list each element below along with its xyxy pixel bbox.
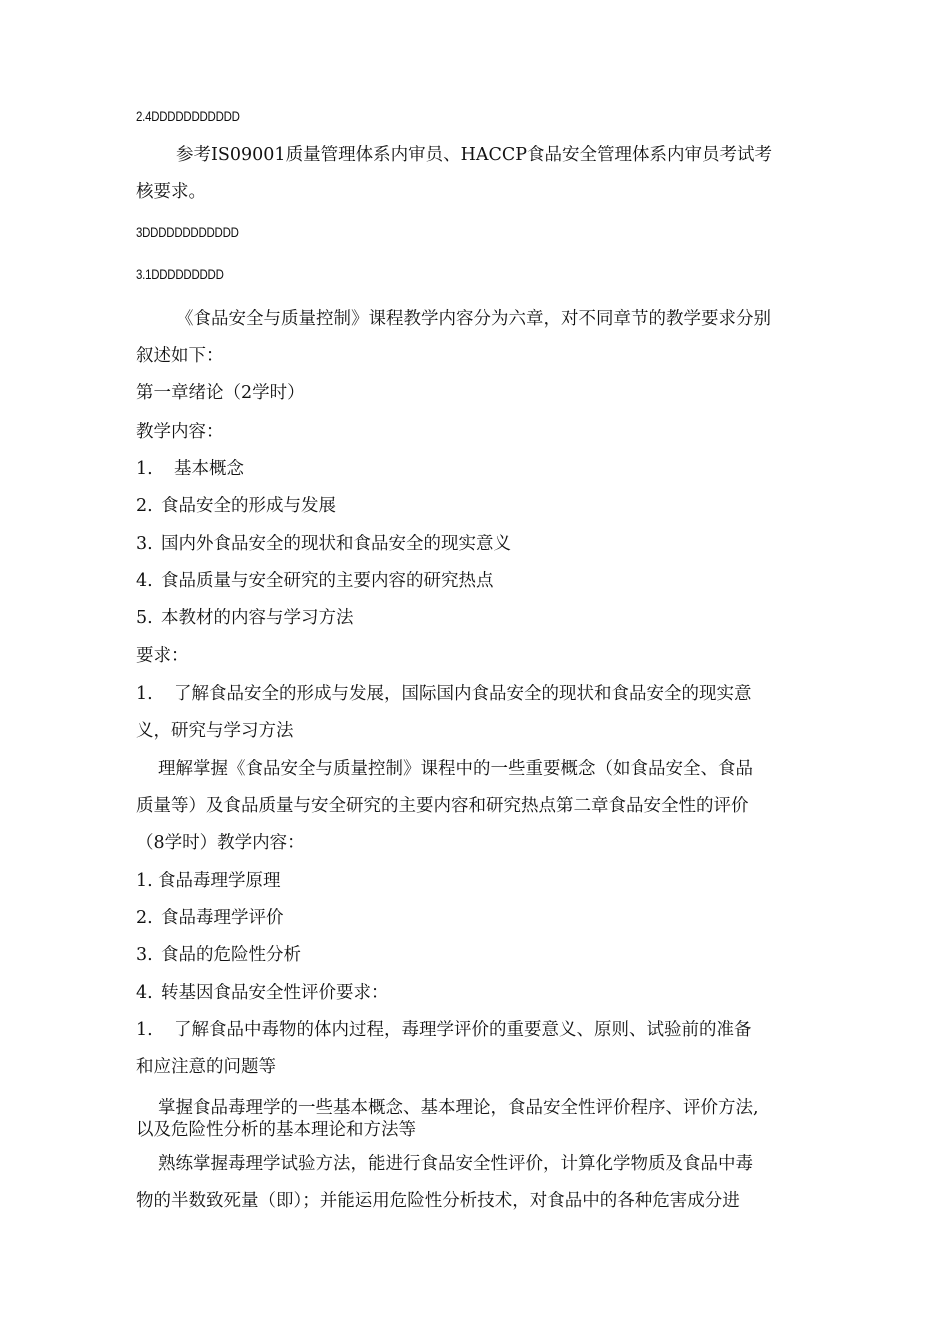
list-item [136, 1018, 752, 1042]
section-heading-2-4: 2.4DDDDDDDDDDD [136, 108, 240, 124]
list-text: 基本概念 [174, 459, 244, 479]
paragraph-line: 叙述如下： [136, 346, 224, 366]
list-text: 国内外食品安全的现状和食品安全的现实意义 [161, 534, 511, 554]
paragraph-line: 核要求。 [136, 182, 206, 202]
paragraph-line: 物的半数致死量（即）；并能运用危险性分析技术，对食品中的各种危害成分进 [136, 1191, 740, 1211]
list-text: 食品质量与安全研究的主要内容的研究热点 [161, 571, 494, 591]
list-item [136, 532, 511, 556]
list-number: 5. [136, 608, 153, 628]
paragraph-line: 掌握食品毒理学的一些基本概念、基本理论，食品安全性评价程序、评价方法, [158, 1098, 759, 1118]
section-heading-3-1: 3.1DDDDDDDDD [136, 266, 224, 282]
list-item [136, 494, 336, 518]
list-text: 转基因食品安全性评价要求： [161, 983, 389, 1003]
list-number: 3. [136, 945, 153, 965]
paragraph-line: 质量等）及食品质量与安全研究的主要内容和研究热点第二章食品安全性的评价 [136, 796, 749, 816]
list-number: 1. [136, 459, 153, 479]
list-number: 3. [136, 534, 153, 554]
list-number: 4. [136, 983, 153, 1003]
paragraph-line: 以及危险性分析的基本理论和方法等 [136, 1120, 416, 1140]
paragraph-line: 熟练掌握毒理学试验方法，能进行食品安全性评价，计算化学物质及食品中毒 [158, 1154, 753, 1174]
list-item [136, 869, 281, 893]
paragraph-line: （8学时）教学内容： [136, 833, 305, 853]
list-number: 2. [136, 908, 153, 928]
paragraph-line: 理解掌握《食品安全与质量控制》课程中的一些重要概念（如食品安全、食品 [158, 759, 753, 779]
paragraph-line: 参考IS09001质量管理体系内审员、HACCP食品安全管理体系内审员考试考 [176, 145, 773, 165]
paragraph-line: 《食品安全与质量控制》课程教学内容分为六章，对不同章节的教学要求分别 [176, 309, 771, 329]
list-item [136, 682, 752, 706]
list-text: 食品的危险性分析 [161, 945, 301, 965]
list-text: 本教材的内容与学习方法 [161, 608, 354, 628]
list-number: 1. [136, 1020, 153, 1040]
chapter-title: 第一章绪论（2学时） [136, 383, 305, 403]
subheading: 教学内容： [136, 422, 224, 442]
list-text: 食品毒理学原理 [158, 871, 281, 891]
section-heading-3: 3DDDDDDDDDDDD [136, 224, 239, 240]
list-item [136, 606, 354, 630]
list-text: 食品安全的形成与发展 [161, 496, 336, 516]
list-item [136, 457, 244, 481]
paragraph-line: 义，研究与学习方法 [136, 721, 294, 741]
list-number: 2. [136, 496, 153, 516]
list-text: 食品毒理学评价 [161, 908, 284, 928]
list-item [136, 906, 284, 930]
paragraph-line: 和应注意的问题等 [136, 1057, 276, 1077]
list-item [136, 569, 494, 593]
list-text: 了解食品安全的形成与发展，国际国内食品安全的现状和食品安全的现实意 [174, 684, 752, 704]
list-item [136, 981, 389, 1005]
list-number: 1. [136, 684, 153, 704]
list-text: 了解食品中毒物的体内过程，毒理学评价的重要意义、原则、试验前的准备 [174, 1020, 752, 1040]
subheading: 要求： [136, 646, 189, 666]
list-item [136, 943, 301, 967]
list-number: 4. [136, 571, 153, 591]
list-number: 1. [136, 871, 153, 891]
